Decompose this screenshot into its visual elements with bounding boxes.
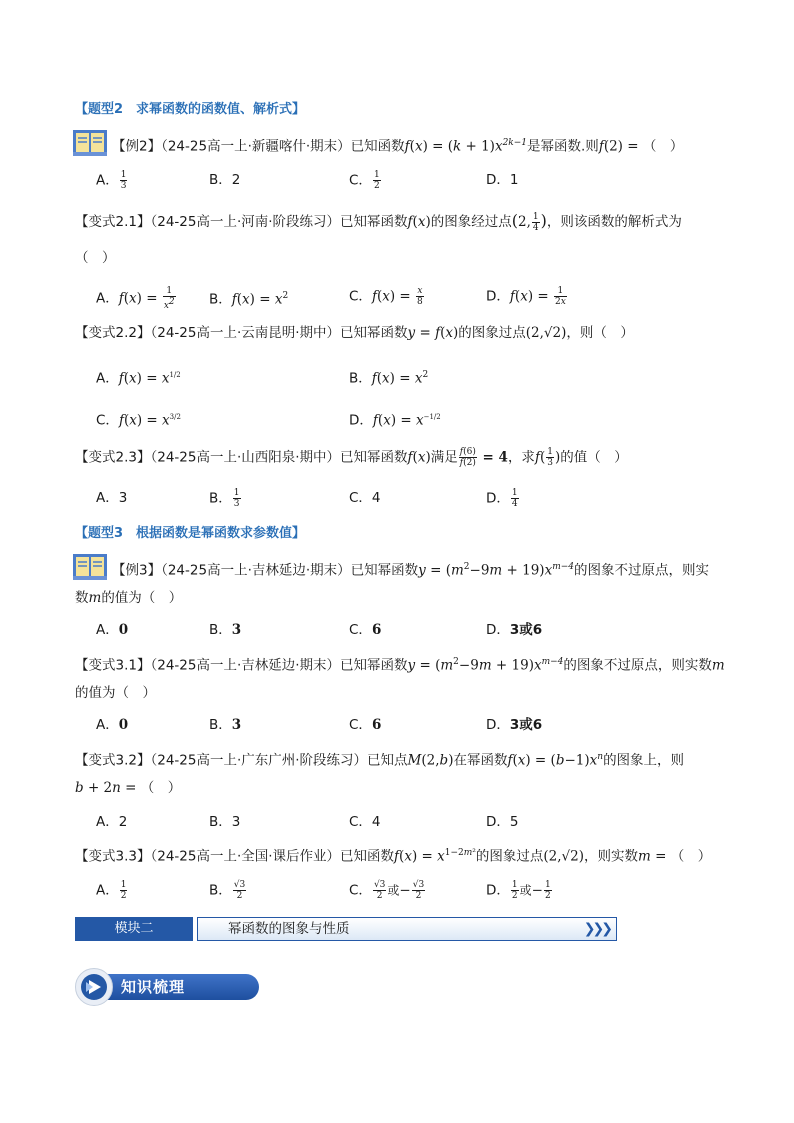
- option-b[interactable]: B．3: [209, 717, 242, 733]
- option-a[interactable]: A．0: [96, 622, 129, 638]
- option-d[interactable]: D．5: [486, 814, 519, 830]
- option-a[interactable]: A．2: [96, 814, 128, 830]
- option-c[interactable]: C．4: [349, 814, 381, 830]
- option-b[interactable]: B．3: [209, 814, 241, 830]
- variant-2-1-stem: 【变式2.1】（24-25高一上·河南·阶段练习）已知幂函数f(x)的图象经过点(2, $\frac{1}{4}$ )，则该函数的解析式为: [75, 211, 682, 233]
- variant-2-3-stem: 【变式2.3】（24-25高一上·山西阳泉·期中）已知幂函数f(x)满足 $\frac{f(6)}{f(2)}$ = 4，求f( $\frac{1}{3}$ )的值（ ）: [75, 447, 628, 468]
- module-banner: [75, 917, 615, 941]
- option-c[interactable]: C．6: [349, 622, 382, 638]
- module-label: 模块二: [75, 917, 193, 941]
- variant-3-1-stem: 【变式3.1】（24-25高一上·吉林延边·期末）已知幂函数$y = (m^2-9m + 19)x^{m-4}$的图象不过原点，则实数m: [75, 657, 725, 674]
- option-c[interactable]: C．$f(x) = x^{3/2}$: [96, 412, 181, 429]
- variant-2-2-stem: 【变式2.2】（24-25高一上·云南昆明·期中）已知幂函数y = f(x)的图象过点(2,√2)，则（ ）: [75, 325, 634, 341]
- option-d[interactable]: D．$f(x) = x^{-1/2}$: [349, 412, 441, 429]
- play-icon: [81, 974, 107, 1000]
- option-b[interactable]: B． $\frac{1}{3}$: [209, 488, 240, 509]
- option-b[interactable]: B． $\frac{√3}{2}$: [209, 880, 246, 901]
- section-heading-2: 【题型2 求幂函数的函数值、解析式】: [75, 102, 306, 117]
- option-d[interactable]: D．1: [486, 172, 519, 188]
- option-c[interactable]: C．4: [349, 490, 381, 506]
- option-d[interactable]: D．3或6: [486, 717, 543, 733]
- option-a[interactable]: A．f(x) = $\frac{1}{x^2}$: [96, 286, 175, 311]
- option-a[interactable]: A． $\frac{1}{2}$: [96, 880, 127, 901]
- option-a[interactable]: A．0: [96, 717, 129, 733]
- option-a[interactable]: A． $\frac{1}{3}$: [96, 170, 127, 191]
- option-d[interactable]: D．3或6: [486, 622, 543, 638]
- option-c[interactable]: C． $\frac{1}{2}$: [349, 170, 380, 191]
- option-a[interactable]: A．3: [96, 490, 128, 506]
- variant-3-2-stem-cont: b + 2n = （ ）: [75, 780, 182, 796]
- variant-3-3-stem: 【变式3.3】（24-25高一上·全国·课后作业）已知函数$f(x) = x^{1-2m^2}$的图象过点(2,√2)，则实数m = （ ）: [75, 848, 712, 865]
- option-c[interactable]: C．f(x) = $\frac{x}{8}$: [349, 286, 423, 307]
- section-heading-3: 【题型3 根据函数是幂函数求参数值】: [75, 526, 306, 541]
- chevron-right-icon: ❯❯❯: [583, 921, 610, 937]
- variant-3-2-stem: 【变式3.2】（24-25高一上·广东广州·阶段练习）已知点M(2,b)在幂函数$f(x) = (b-1)x^n$的图象上，则: [75, 752, 685, 769]
- book-icon: [72, 128, 108, 158]
- module-title-box: [197, 917, 617, 941]
- example-3-stem-cont: 数m的值为（ ）: [75, 590, 183, 606]
- module-title: 幂函数的图象与性质: [228, 921, 350, 937]
- option-b[interactable]: B．$f(x) = x^2$: [349, 370, 429, 387]
- option-d[interactable]: D． $\frac{1}{2}$ 或− $\frac{1}{2}$: [486, 880, 551, 901]
- option-c[interactable]: C．6: [349, 717, 382, 733]
- option-d[interactable]: D．f(x) = $\frac{1}{2x}$: [486, 286, 566, 307]
- variant-3-1-stem-cont: 的值为（ ）: [75, 685, 156, 701]
- option-d[interactable]: D． $\frac{1}{4}$: [486, 488, 518, 509]
- option-a[interactable]: A．$f(x) = x^{1/2}$: [96, 370, 181, 387]
- option-c[interactable]: C． $\frac{√3}{2}$ 或− $\frac{√3}{2}$: [349, 880, 425, 901]
- option-b[interactable]: B．$f(x) = x^2$: [209, 291, 289, 308]
- option-b[interactable]: B．2: [209, 172, 241, 188]
- variant-2-1-paren: （ ）: [75, 250, 116, 266]
- option-b[interactable]: B．3: [209, 622, 242, 638]
- example-3-stem: 【例3】（24-25高一上·吉林延边·期末）已知幂函数$y = (m^2-9m + 19)x^{m-4}$的图象不过原点，则实: [112, 562, 710, 579]
- book-icon: [72, 552, 108, 582]
- knowledge-pill: [75, 968, 259, 1006]
- example-2-stem: 【例2】（24-25高一上·新疆喀什·期末）已知函数$f(x) = (k + 1)x^{2k-1}$是幂函数.则f(2) = （ ）: [112, 138, 684, 155]
- knowledge-label: 知识梳理: [121, 978, 186, 996]
